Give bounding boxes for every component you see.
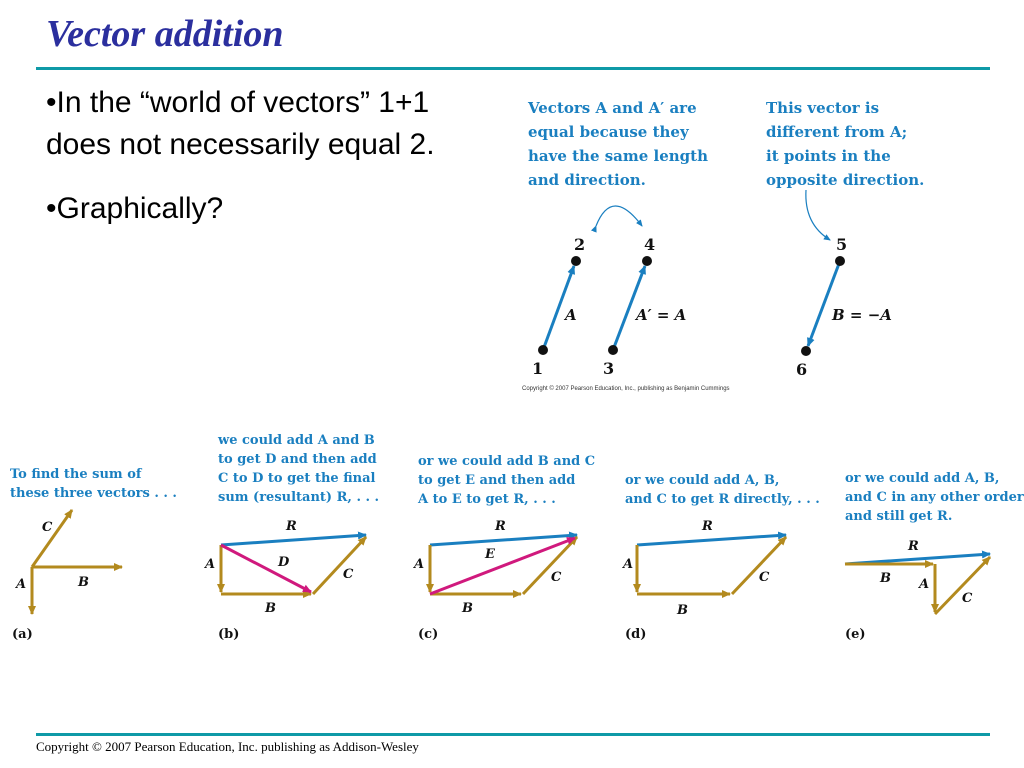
vector-b-label: B xyxy=(78,575,89,590)
vector-a-prime-label: A′ = A xyxy=(636,306,687,324)
opposite-vector-caption xyxy=(766,99,924,189)
point-label: 5 xyxy=(836,235,848,254)
caption-line: or we could add A, B, xyxy=(625,473,780,488)
caption-line: it points in the xyxy=(766,147,891,165)
point-dot xyxy=(571,256,581,266)
panel-e xyxy=(845,471,1024,642)
vector-b-label: B = −A xyxy=(832,306,892,324)
point-label: 1 xyxy=(532,359,544,378)
vector-c-arrow xyxy=(313,537,366,594)
caption-line: have the same length xyxy=(528,147,708,165)
vector-c-label: C xyxy=(551,570,562,585)
caption-line: and direction. xyxy=(528,171,646,189)
vector-a-label: A xyxy=(919,577,930,592)
vector-c-arrow xyxy=(32,510,72,567)
caption-line: or we could add A, B, xyxy=(845,471,1000,486)
point-label: 6 xyxy=(796,360,808,379)
vector-a-label: A xyxy=(205,557,216,572)
panel-letter: (a) xyxy=(12,627,33,642)
caption-line: and C to get R directly, . . . xyxy=(625,492,820,507)
vector-b-label: B xyxy=(265,601,276,616)
point-dot xyxy=(608,345,618,355)
vector-c-arrow xyxy=(732,537,786,594)
panel-c xyxy=(412,454,595,642)
caption-line: we could add A and B xyxy=(218,433,375,448)
vector-a-label: A xyxy=(414,557,425,572)
footer-copyright: Copyright © 2007 Pearson Education, Inc. publishing as Addison-Wesley xyxy=(36,739,419,754)
caption-line: A to E to get R, . . . xyxy=(418,492,556,507)
vector-a-label: A xyxy=(623,557,634,572)
vector-a-label: A xyxy=(16,577,27,592)
vector-d-label: D xyxy=(278,555,290,570)
vector-r-label: R xyxy=(286,519,297,534)
caption-line: equal because they xyxy=(528,123,689,141)
panel-letter: (e) xyxy=(845,627,866,642)
point-dot xyxy=(538,345,548,355)
point-label: 3 xyxy=(603,359,615,378)
caption-line: or we could add B and C xyxy=(418,454,596,469)
vector-a-label: A xyxy=(565,306,577,324)
point-dot xyxy=(801,346,811,356)
panel-b xyxy=(203,433,379,642)
caption-line: Vectors A and A′ are xyxy=(528,99,697,117)
point-label: 2 xyxy=(574,235,586,254)
caption-line: This vector is xyxy=(766,99,880,117)
caption-line: and still get R. xyxy=(845,509,953,524)
bullet-item: •Graphically? xyxy=(46,192,224,225)
vector-e-arrow xyxy=(430,538,575,594)
vector-e-label: E xyxy=(485,547,495,562)
figure-credit: Copyright © 2007 Pearson Education, Inc., publishing as Benjamin Cummings xyxy=(522,386,730,392)
bullet-item: •In the “world of vectors” 1+1 does not necessarily equal 2. xyxy=(46,86,435,161)
slide-title: Vector addition xyxy=(46,13,284,55)
vector-c-label: C xyxy=(343,567,354,582)
vector-c-arrow xyxy=(523,537,577,594)
vector-b-label: B xyxy=(677,603,688,618)
point-label: 4 xyxy=(644,235,656,254)
panel-letter: (c) xyxy=(418,627,439,642)
vector-r-label: R xyxy=(702,519,713,534)
vector-c-label: C xyxy=(962,591,973,606)
equal-vectors-caption xyxy=(527,99,708,189)
caption-line: and C in any other order xyxy=(845,490,1024,505)
panel-letter: (b) xyxy=(218,627,240,642)
panel-a xyxy=(10,467,177,642)
vector-r-label: R xyxy=(495,519,506,534)
caption-line: opposite direction. xyxy=(766,171,925,189)
vector-b-label: B xyxy=(462,601,473,616)
panel-d xyxy=(621,473,820,642)
caption-line: to get E and then add xyxy=(418,473,576,488)
vector-r-arrow xyxy=(637,535,786,545)
vector-r-label: R xyxy=(908,539,919,554)
callout-curve xyxy=(596,206,642,226)
footer-divider xyxy=(36,733,990,736)
caption-line: different from A; xyxy=(766,123,908,141)
caption-line: these three vectors . . . xyxy=(10,486,177,501)
panel-letter: (d) xyxy=(625,627,647,642)
caption-line: to get D and then add xyxy=(218,452,377,467)
vector-c-label: C xyxy=(42,520,53,535)
vector-c-label: C xyxy=(759,570,770,585)
callout-curve xyxy=(806,190,830,240)
caption-line: To find the sum of xyxy=(10,467,142,482)
caption-line: sum (resultant) R, . . . xyxy=(218,490,380,505)
vector-b-label: B xyxy=(880,571,891,586)
vector-r-arrow xyxy=(221,535,366,545)
caption-line: C to D to get the final xyxy=(218,471,376,486)
point-dot xyxy=(835,256,845,266)
vector-b-arrow xyxy=(808,261,840,346)
vector-r-arrow xyxy=(430,535,577,545)
point-dot xyxy=(642,256,652,266)
vector-d-arrow xyxy=(221,545,311,592)
